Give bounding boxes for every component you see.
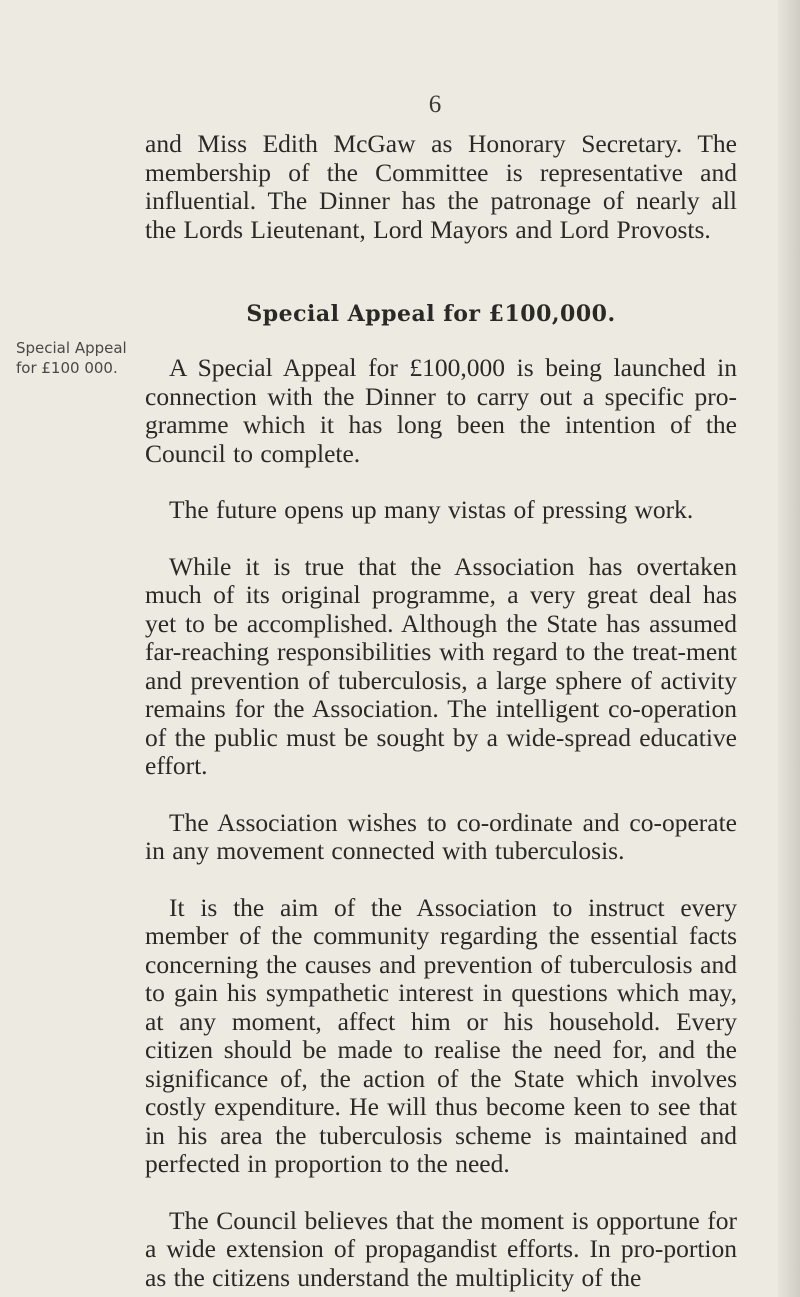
page-edge-shadow xyxy=(778,0,800,1297)
paragraph-future: The future opens up many vistas of pressing work. xyxy=(169,495,694,524)
margin-note xyxy=(16,338,146,378)
paragraph-programme: While it is true that the Association has overtaken much of its original programme, a very great deal has yet to be accomplished. Although the State has assumed far-reaching responsibilities with regard to the treat-ment and prevention of tuberculosis, a large sphere of activity remains for the Association. The intelligent co-operation of the public must be sought by a wide-spread educative effort. xyxy=(145,551,737,780)
paragraph-special-appeal: A Special Appeal for £100,000 is being launched in connection with the Dinner to carry out a specific pro-gramme which it has long been the intention of the Council to complete. xyxy=(145,353,737,468)
section-heading: Special Appeal for £100,000. xyxy=(246,301,616,327)
body-text xyxy=(145,130,737,1292)
margin-note-line-1: Special Appeal xyxy=(16,339,127,357)
paragraph-continued: and Miss Edith McGaw as Honorary Secretary. The membership of the Committee is representative and influential. The Dinner has the patronage of nearly all the Lords Lieutenant, Lord Mayors and Lord Provosts. xyxy=(145,129,737,244)
margin-note-line-2: for £100 000. xyxy=(16,359,118,377)
page-number: 6 xyxy=(428,91,442,118)
paragraph-aim: It is the aim of the Association to instruct every member of the community regarding the essential facts concerning the causes and prevention of tuberculosis and to gain his sympathetic interest in questions which may, at any moment, affect him or his household. Every citizen should be made to realise the need for, and the significance of, the action of the State which involves costly expenditure. He will thus become keen to see that in his area the tuberculosis scheme is maintained and perfected in proportion to the need. xyxy=(145,892,737,1178)
paragraph-council: The Council believes that the moment is opportune for a wide extension of propagandist efforts. In pro-portion as the citizens understand the multiplicity of the xyxy=(145,1205,737,1292)
paragraph-coordinate: The Association wishes to co-ordinate and co-operate in any movement connected with tuberculosis. xyxy=(145,807,737,865)
